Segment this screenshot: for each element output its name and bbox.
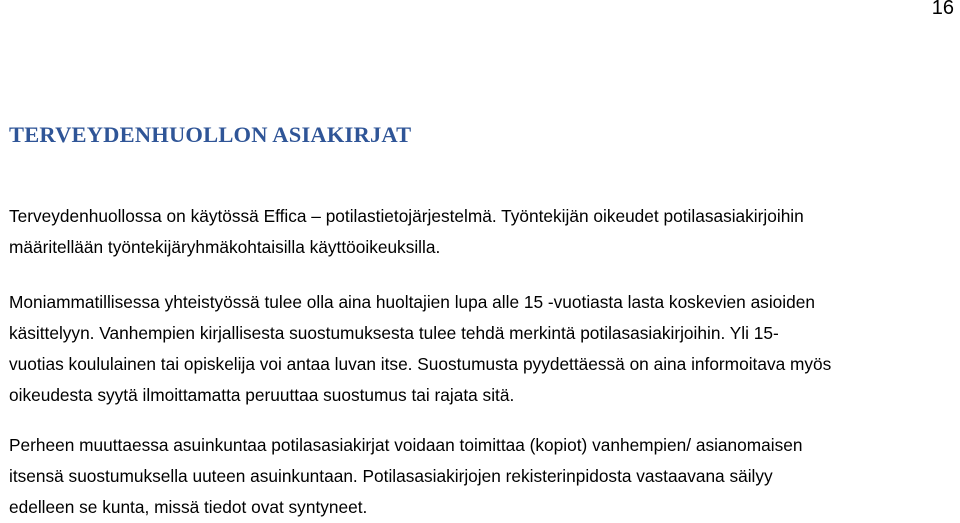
- paragraph-line: oikeudesta syytä ilmoittamatta peruuttaa suostumus tai rajata sitä.: [9, 385, 515, 405]
- paragraph-line: vuotias koululainen tai opiskelija voi antaa luvan itse. Suostumusta pyydettäessä on aina informoitava myös: [9, 354, 832, 374]
- paragraph-line: käsittelyyn. Vanhempien kirjallisesta suostumuksesta tulee tehdä merkintä potilasasiakirjoihin. Yli 15-: [9, 323, 779, 343]
- paragraph-line: itsensä suostumuksella uuteen asuinkuntaan. Potilasasiakirjojen rekisterinpidosta vastaavana säilyy: [9, 466, 773, 486]
- paragraph-records-transfer: [9, 430, 957, 523]
- paragraph-guardian-consent: [9, 287, 957, 411]
- paragraph-line: Moniammatillisessa yhteistyössä tulee olla aina huoltajien lupa alle 15 -vuotiasta lasta koskevien asioiden: [9, 292, 815, 312]
- paragraph-line: Perheen muuttaessa asuinkuntaa potilasasiakirjat voidaan toimittaa (kopiot) vanhempien/ asianomaisen: [9, 435, 803, 455]
- paragraph-line: edelleen se kunta, missä tiedot ovat syntyneet.: [9, 497, 368, 517]
- paragraph-line: määritellään työntekijäryhmäkohtaisilla käyttöoikeuksilla.: [9, 237, 441, 257]
- page-number: 16: [931, 0, 954, 19]
- paragraph-effica-system: [9, 201, 957, 263]
- paragraph-line: Terveydenhuollossa on käytössä Effica – potilastietojärjestelmä. Työntekijän oikeudet potilasasiakirjoihin: [9, 206, 804, 226]
- section-heading: TERVEYDENHUOLLON ASIAKIRJAT: [9, 122, 412, 147]
